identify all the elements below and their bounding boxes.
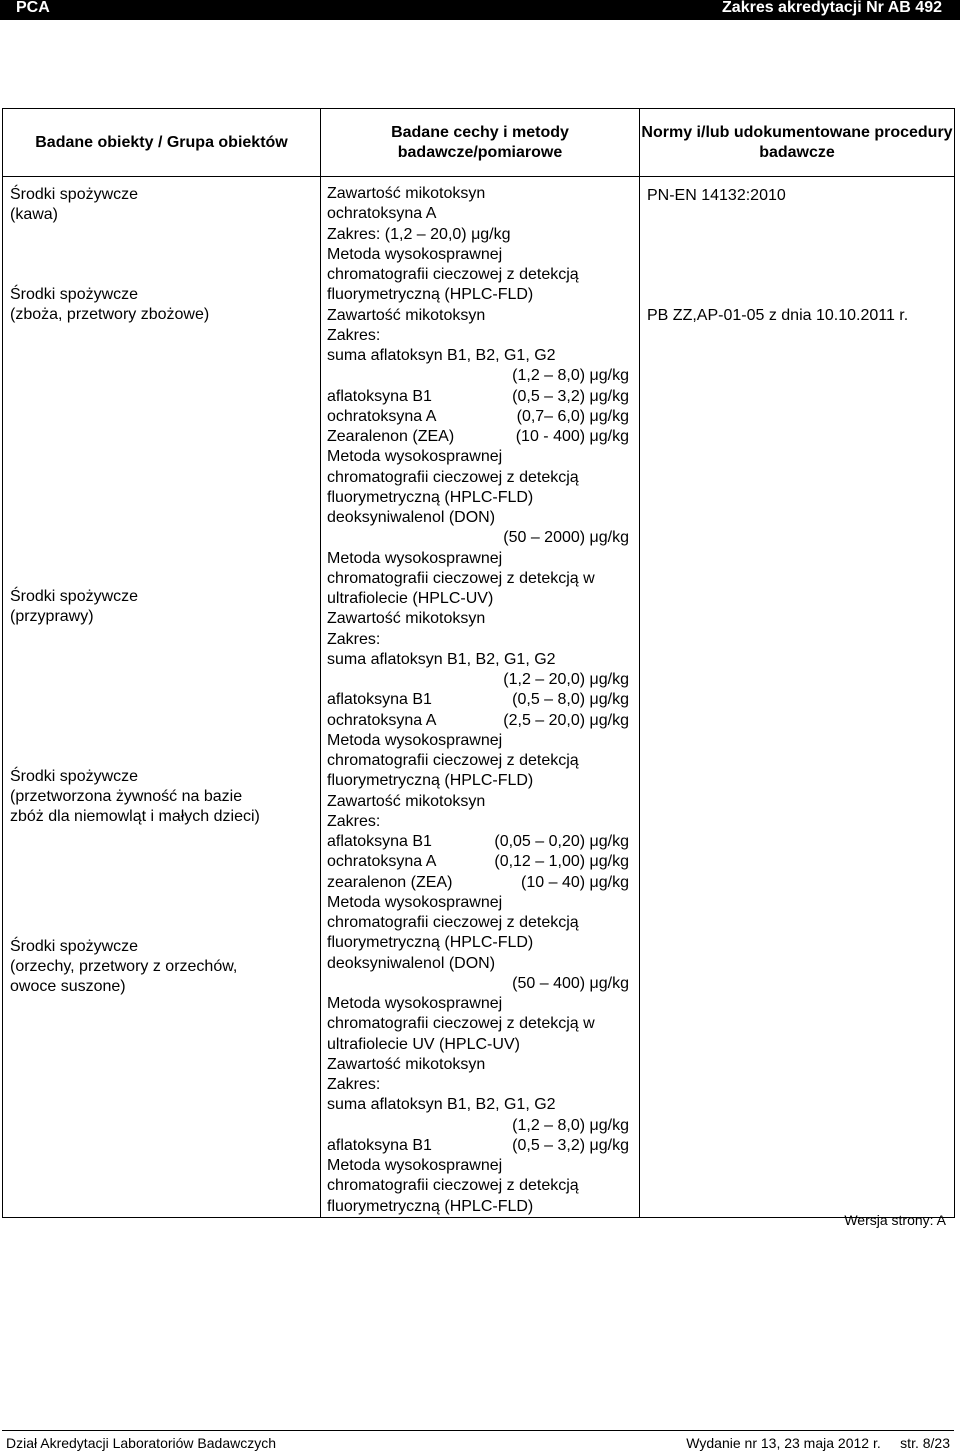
object-group (10, 767, 260, 827)
header-title: Zakres akredytacji Nr AB 492 (722, 0, 942, 16)
method-line (327, 366, 639, 386)
method-line (327, 994, 639, 1014)
object-line: (zboża, przetwory zbożowe) (10, 306, 210, 323)
method-line (327, 1156, 639, 1176)
object-line: zbóż dla niemowląt i małych dzieci) (10, 808, 260, 825)
method-range: (1,2 – 8,0) μg/kg (512, 367, 629, 385)
method-text: aflatoksyna B1 (327, 1136, 432, 1154)
method-text: Zawartość mikotoksyn (327, 792, 486, 810)
method-line (327, 427, 639, 447)
method-text: Metoda wysokosprawnej (327, 245, 503, 263)
method-range: (0,5 – 3,2) μg/kg (512, 1136, 629, 1154)
method-line (327, 549, 639, 569)
norm-item: PN-EN 14132:2010 (647, 187, 786, 204)
object-line: (orzechy, przetwory z orzechów, (10, 958, 238, 975)
method-line (327, 771, 639, 791)
method-text: ochratoksyna A (327, 205, 437, 223)
method-line (327, 1014, 639, 1034)
method-line (327, 589, 639, 609)
method-text: Zakres: (327, 812, 381, 830)
method-text: chromatografii cieczowej z detekcją w (327, 1015, 595, 1033)
method-text: chromatografii cieczowej z detekcją (327, 468, 579, 486)
method-line (327, 812, 639, 832)
method-text: fluorymetryczną (HPLC-FLD) (327, 286, 534, 304)
col-header-norms: Normy i/lub udokumentowane procedury badawcze (640, 109, 955, 177)
method-text: Zakres: (1,2 – 20,0) μg/kg (327, 225, 511, 243)
object-line: (przyprawy) (10, 608, 94, 625)
method-range: (1,2 – 20,0) μg/kg (503, 671, 629, 688)
method-line (327, 609, 639, 629)
method-range: (2,5 – 20,0) μg/kg (503, 711, 629, 729)
method-text: ultrafiolecie (HPLC-UV) (327, 590, 494, 607)
object-line: owoce suszone) (10, 978, 126, 995)
method-text: fluorymetryczną (HPLC-FLD) (327, 1197, 534, 1215)
method-line (327, 346, 639, 366)
method-line (327, 387, 639, 407)
method-line (327, 1075, 639, 1095)
method-range: (10 – 40) μg/kg (521, 873, 629, 891)
methods-cell (321, 177, 640, 1218)
method-text: aflatoksyna B1 (327, 387, 432, 405)
method-line (327, 974, 639, 994)
col-header-objects: Badane obiekty / Grupa obiektów (3, 109, 321, 177)
method-line (327, 204, 639, 224)
method-line (327, 1136, 639, 1156)
col-header-methods: Badane cechy i metody badawcze/pomiarowe (321, 109, 640, 177)
method-text: chromatografii cieczowej z detekcją (327, 266, 579, 283)
method-range: (50 – 2000) μg/kg (503, 529, 629, 547)
method-text: Zawartość mikotoksyn (327, 306, 486, 324)
method-line (327, 528, 639, 548)
method-text: chromatografii cieczowej z detekcją w (327, 569, 595, 587)
page-version: Wersja strony: A (844, 1212, 946, 1228)
object-line: Środki spożywcze (10, 186, 139, 203)
method-text: Metoda wysokosprawnej (327, 893, 503, 911)
method-text: Metoda wysokosprawnej (327, 549, 503, 567)
method-text: Zawartość mikotoksyn (327, 185, 486, 202)
object-line: (przetworzona żywność na bazie (10, 788, 243, 805)
method-range: (50 – 400) μg/kg (512, 974, 629, 992)
method-range: (0,5 – 3,2) μg/kg (512, 387, 629, 405)
method-range: (10 - 400) μg/kg (515, 428, 629, 445)
method-line (327, 792, 639, 812)
method-line (327, 893, 639, 913)
method-text: fluorymetryczną (HPLC-FLD) (327, 934, 534, 952)
method-line (327, 933, 639, 953)
method-line (327, 488, 639, 508)
method-line (327, 468, 639, 488)
method-line (327, 731, 639, 751)
method-text: Zawartość mikotoksyn (327, 610, 486, 628)
method-line (327, 913, 639, 933)
method-line (327, 1055, 639, 1075)
method-line (327, 265, 639, 285)
footer-department: Dział Akredytacji Laboratoriów Badawczych (6, 1435, 277, 1451)
method-text: Zakres: (327, 326, 381, 344)
footer-edition: Wydanie nr 13, 23 maja 2012 r. str. 8/23 (686, 1435, 950, 1451)
method-text: aflatoksyna B1 (327, 833, 432, 850)
object-line: Środki spożywcze (10, 286, 139, 303)
method-line (327, 1095, 639, 1115)
method-text: deoksyniwalenol (DON) (327, 954, 496, 972)
footer-divider (2, 1430, 954, 1431)
accreditation-table (2, 108, 955, 1218)
method-text: fluorymetryczną (HPLC-FLD) (327, 488, 534, 506)
method-text: Zakres: (327, 630, 381, 648)
method-line (327, 690, 639, 710)
method-text: Metoda wysokosprawnej (327, 995, 503, 1012)
method-line (327, 508, 639, 528)
method-line (327, 245, 639, 265)
norm-item: PB ZZ,AP-01-05 z dnia 10.10.2011 r. (647, 307, 909, 324)
method-text: chromatografii cieczowej z detekcją (327, 914, 579, 931)
method-line (327, 630, 639, 650)
method-text: deoksyniwalenol (DON) (327, 509, 496, 526)
method-range: (0,7– 6,0) μg/kg (516, 407, 629, 425)
object-group (10, 285, 209, 325)
method-line (327, 873, 639, 893)
method-text: Metoda wysokosprawnej (327, 448, 503, 466)
method-line (327, 711, 639, 731)
method-text: suma aflatoksyn B1, B2, G1, G2 (327, 1096, 556, 1114)
method-text: Zakres: (327, 1076, 381, 1093)
method-text: ultrafiolecie UV (HPLC-UV) (327, 1035, 520, 1053)
method-text: ochratoksyna A (327, 407, 437, 425)
object-line: Środki spożywcze (10, 588, 139, 605)
object-line: (kawa) (10, 206, 59, 223)
object-line: Środki spożywcze (10, 938, 139, 955)
header-org: PCA (16, 0, 50, 16)
methods-list (327, 184, 639, 1217)
method-line (327, 751, 639, 771)
object-line: Środki spożywcze (10, 768, 139, 785)
norms-cell (640, 177, 955, 1218)
method-text: ochratoksyna A (327, 853, 437, 871)
method-text: Metoda wysokosprawnej (327, 731, 503, 749)
method-text: ochratoksyna A (327, 711, 437, 729)
method-range: (0,12 – 1,00) μg/kg (494, 853, 629, 871)
method-line (327, 650, 639, 670)
method-text: aflatoksyna B1 (327, 691, 432, 709)
method-line (327, 852, 639, 872)
method-line (327, 954, 639, 974)
object-group (10, 587, 138, 627)
method-text: Zawartość mikotoksyn (327, 1055, 486, 1073)
method-line (327, 670, 639, 690)
method-range: (0,05 – 0,20) μg/kg (494, 833, 629, 850)
method-line (327, 326, 639, 346)
method-text: suma aflatoksyn B1, B2, G1, G2 (327, 347, 556, 364)
method-text: chromatografii cieczowej z detekcją (327, 1177, 579, 1195)
method-line (327, 1176, 639, 1196)
method-line (327, 569, 639, 589)
method-range: (1,2 – 8,0) μg/kg (512, 1116, 629, 1134)
method-line (327, 1197, 639, 1217)
object-group (10, 185, 138, 225)
method-line (327, 306, 639, 326)
method-line (327, 407, 639, 427)
method-line (327, 225, 639, 245)
method-text: fluorymetryczną (HPLC-FLD) (327, 772, 534, 790)
objects-cell (3, 177, 321, 1218)
method-text: zearalenon (ZEA) (327, 873, 453, 891)
method-text: Metoda wysokosprawnej (327, 1157, 503, 1174)
method-line (327, 832, 639, 852)
header-bar (0, 0, 960, 20)
method-text: Zearalenon (ZEA) (327, 428, 455, 445)
object-group (10, 937, 237, 997)
method-line (327, 1035, 639, 1055)
method-text: suma aflatoksyn B1, B2, G1, G2 (327, 650, 556, 668)
method-line (327, 285, 639, 305)
method-line (327, 447, 639, 467)
method-range: (0,5 – 8,0) μg/kg (512, 691, 629, 709)
method-text: chromatografii cieczowej z detekcją (327, 752, 579, 769)
method-line (327, 1116, 639, 1136)
method-line (327, 184, 639, 204)
